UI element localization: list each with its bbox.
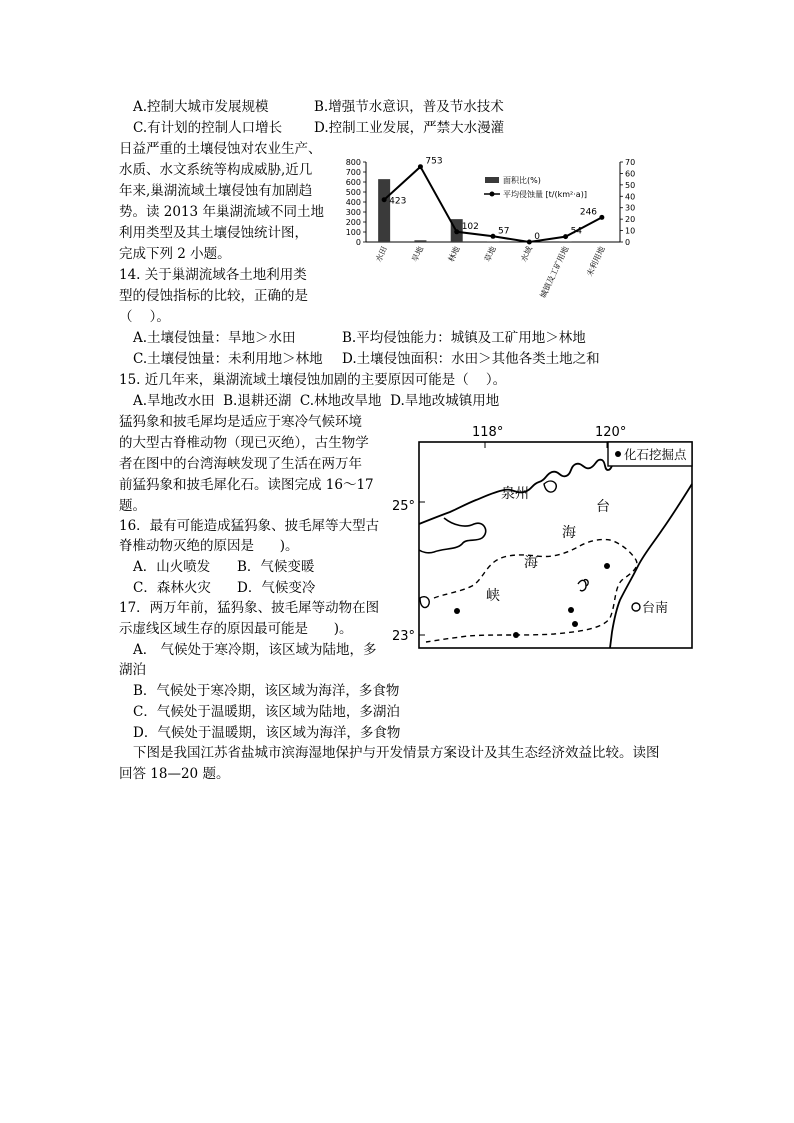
fossil-site-dot [454,608,460,614]
y-right-tick-label: 60 [625,169,636,179]
q17-option-c: C．气候处于温暖期，该区域为陆地，多湖泊 [133,704,400,720]
intro-18-line: 回答 18—20 题。 [119,766,230,782]
lon-label-118: 118° [472,425,504,440]
tainan-marker [632,603,640,611]
point-label: 246 [579,207,598,218]
x-tick-label: 草地 [482,245,498,264]
place-tainan: 台南 [642,601,669,616]
point-label: 753 [425,156,443,167]
q13-option-a: A.控制大城市发展规模 [133,99,269,115]
x-tick-label: 旱地 [410,245,426,264]
erosion-point [527,240,532,245]
q13-option-c: C.有计划的控制人口增长 [133,120,283,136]
y-right-tick-label: 40 [625,192,636,202]
fossil-site-dot [568,607,574,613]
strait-char-hai-2: 海 [524,555,538,571]
erosion-point [599,215,604,220]
intro-18-line: 下图是我国江苏省盐城市滨海湿地保护与开发情景方案设计及其生态经济效益比较。读图 [133,745,660,761]
q15-options: A.旱地改水田 B.退耕还湖 C.林地改旱地 D.旱地改城镇用地 [133,393,500,409]
erosion-point [491,234,496,239]
x-tick-label: 水田 [374,245,389,264]
erosion-point [418,164,423,169]
y-left-tick-label: 300 [345,208,361,217]
lat-label-23: 23° [392,629,416,644]
q16-option-a: A．山火喷发 [133,559,211,575]
erosion-point [563,234,568,239]
intro-14-line: 年来,巢湖流域土壤侵蚀有加剧趋 [119,183,313,199]
q17-option-b: B．气候处于寒冷期，该区域为海洋，多食物 [133,683,400,699]
y-left-tick-label: 400 [345,198,361,207]
y-left-tick-label: 600 [345,178,361,187]
chart-legend [484,175,587,199]
legend-bar-label: 面积比(%) [503,176,541,185]
q17-option-a: A． 气候处于寒冷期，该区域为陆地，多 [133,642,377,658]
x-tick-label: 水域 [519,245,535,264]
point-label: 423 [389,196,407,207]
q13-option-d: D.控制工业发展，严禁大水漫灌 [314,120,505,136]
lat-label-25: 25° [392,499,416,514]
y-left-tick-label: 200 [345,218,361,227]
y-left-tick-label: 100 [345,228,361,237]
intro-16-line: 猛犸象和披毛犀均是适应于寒冷气候环境 [119,414,362,430]
q14-stem: （ ）。 [119,309,170,325]
q16-option-c: C．森林火灾 [133,580,211,596]
bar-area-ratio [560,241,572,242]
q16-stem: 16．最有可能造成猛犸象、披毛犀等大型古 [119,518,380,534]
q17-option-d: D．气候处于温暖期，该区域为海洋，多食物 [133,725,401,741]
y-right-tick-label: 50 [625,180,636,190]
q14-stem: 14. 关于巢湖流域各土地利用类 [119,267,307,283]
x-tick-label: 城镇及工矿用地 [538,245,571,300]
q14-option-c: C.土壤侵蚀量：未利用地＞林地 [133,351,323,367]
q14-option-d: D.土壤侵蚀面积：水田＞其他各类土地之和 [342,351,600,367]
x-tick-label: 林地 [446,245,462,264]
y-right-tick-label: 20 [625,215,636,225]
y-left-tick-label: 0 [355,238,361,247]
fossil-site-dot [513,632,519,638]
q16-stem: 脊椎动物灭绝的原因是 )。 [119,538,299,554]
intro-16-line: 前猛犸象和披毛犀化石。读图完成 16～17 [119,477,374,493]
q14-option-a: A.土壤侵蚀量：旱地＞水田 [133,330,296,346]
intro-14-line: 日益严重的土壤侵蚀对农业生产、 [119,141,322,157]
y-left-tick-label: 500 [345,188,361,197]
lon-label-120: 120° [595,425,627,440]
erosion-point [454,229,459,234]
strait-char-hai-1: 海 [562,525,576,541]
intro-16-line: 题。 [119,498,146,514]
q16-option-d: D．气候变冷 [237,580,316,596]
taiwan-strait-map [392,420,700,652]
q13-option-b: B.增强节水意识，普及节水技术 [314,99,504,115]
q17-stem: 17．两万年前，猛犸象、披毛犀等动物在图 [119,600,380,616]
q14-option-b: B.平均侵蚀能力：城镇及工矿用地＞林地 [342,330,586,346]
q14-stem: 型的侵蚀指标的比较，正确的是 [119,288,308,304]
intro-14-line: 完成下列 2 小题。 [119,246,231,262]
point-label: 102 [461,221,479,232]
legend-fossil-dot [615,451,621,457]
intro-16-line: 的大型古脊椎动物（现已灭绝），古生物学 [119,435,369,451]
bar-area-ratio [378,179,390,242]
y-right-tick-label: 70 [625,158,636,167]
y-right-tick-label: 0 [625,238,631,247]
place-quanzhou: 泉州 [501,486,529,502]
intro-16-line: 者在图中的台湾海峡发现了生活在两万年 [119,456,362,472]
bar-area-ratio [414,240,426,242]
point-label: 0 [534,232,541,242]
y-right-tick-label: 30 [625,203,636,213]
x-tick-label: 未利用地 [584,245,607,278]
y-left-tick-label: 700 [345,168,361,177]
q15-stem: 15. 近几年来，巢湖流域土壤侵蚀加剧的主要原因可能是（ ）。 [119,372,507,388]
strait-char-xia: 峡 [486,588,500,604]
soil-erosion-chart [340,150,640,310]
y-right-tick-label: 10 [625,226,636,236]
map-legend-label: 化石挖掘点 [624,447,687,462]
point-label: 57 [498,226,510,237]
fossil-site-dot [604,563,610,569]
intro-14-line: 势。读 2013 年巢湖流域不同土地 [119,204,324,220]
intro-14-line: 利用类型及其土壤侵蚀统计图， [119,225,308,241]
q17-stem: 示虚线区域生存的原因最可能是 )。 [119,621,353,637]
erosion-point [382,197,387,202]
bar-area-ratio [487,241,499,242]
fossil-site-dot [572,621,578,627]
legend-bar-swatch [485,177,499,183]
strait-char-tai: 台 [596,499,610,515]
point-label: 54 [570,226,583,237]
intro-14-line: 水质、水文系统等构成威胁,近几 [119,162,313,178]
legend-line-label: 平均侵蚀量 [t/(km²·a)] [503,190,587,199]
q17-option-a: 湖泊 [119,662,146,678]
y-left-tick-label: 800 [345,158,361,167]
q16-option-b: B．气候变暖 [237,559,315,575]
